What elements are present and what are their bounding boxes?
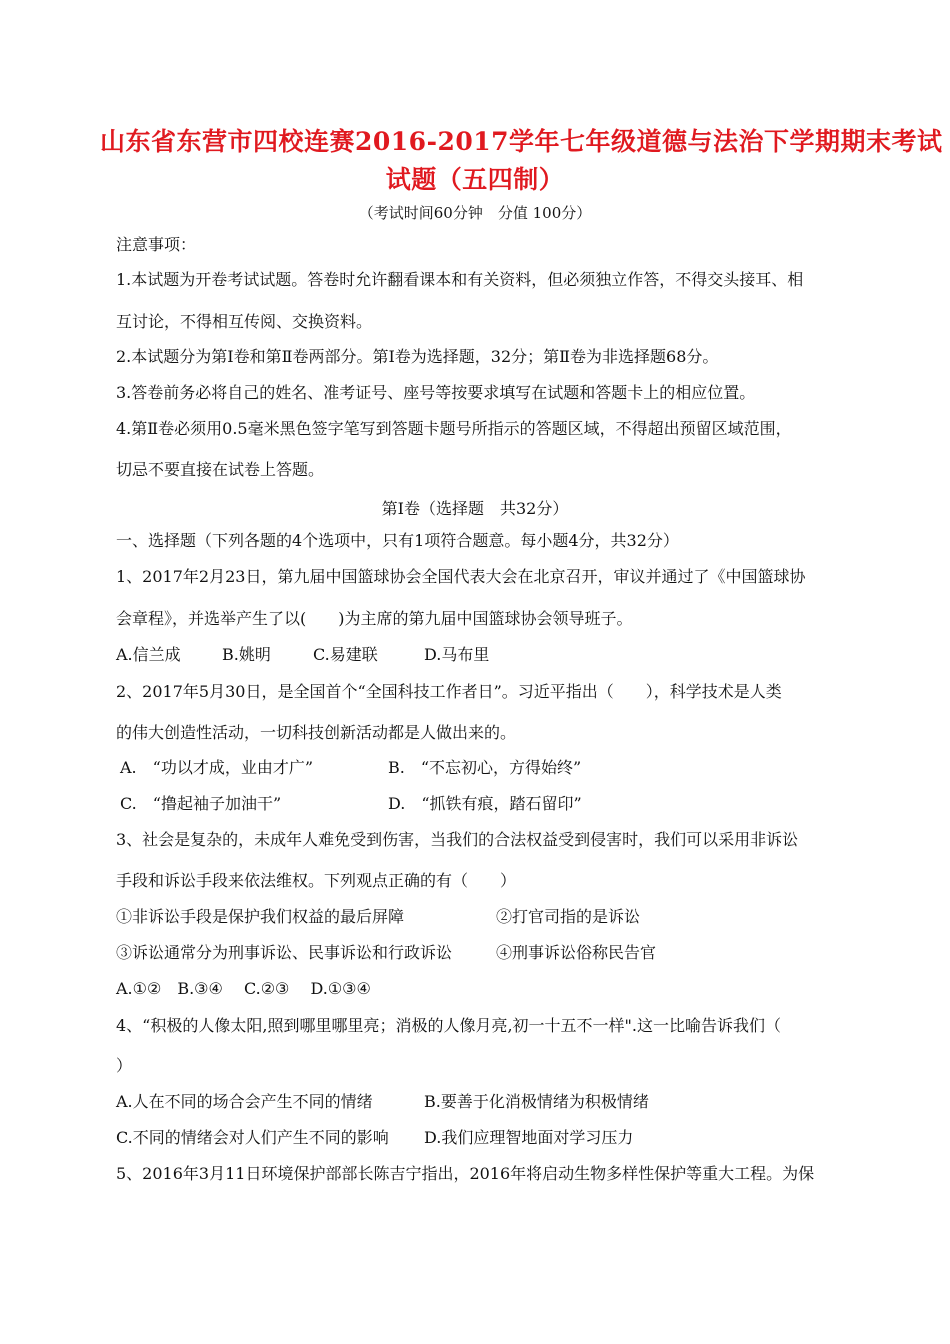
question-3-statement-2: ②打官司指的是诉讼 [496,907,641,926]
question-3-line-a: 3、社会是复杂的，未成年人难免受到伤害，当我们的合法权益受到侵害时，我们可以采用非诉讼 [116,830,799,849]
question-3-options: A.①② B.③④ C.②③ D.①③④ [116,979,371,998]
question-1-line-a: 1、2017年2月23日，第九届中国篮球协会全国代表大会在北京召开，审议并通过了《中国篮球协 [116,567,806,586]
note-4-line-b: 切忌不要直接在试卷上答题。 [116,460,325,479]
note-4-line-a: 4.第Ⅱ卷必须用0.5毫米黑色签字笔写到答题卡题号所指示的答题区域，不得超出预留区域范围， [116,419,792,438]
question-1-option-c: C.易建联 [313,645,378,664]
question-2-option-c: C. “撸起袖子加油干” [120,794,282,813]
part1-instruction: 一、选择题（下列各题的4个选项中，只有1项符合题意。每小题4分，共32分） [116,531,679,550]
exam-info: （考试时间60分钟 分值 100分） [358,204,592,222]
question-1-option-d: D.马布里 [424,645,490,664]
question-4-line-a: 4、“积极的人像太阳,照到哪里哪里亮；消极的人像月亮,初一十五不一样".这一比喻告诉我们（ [116,1016,781,1035]
notes-heading: 注意事项： [116,235,197,254]
question-5-line-a: 5、2016年3月11日环境保护部部长陈吉宁指出，2016年将启动生物多样性保护等重大工程。为保 [116,1164,815,1183]
note-3: 3.答卷前务必将自己的姓名、准考证号、座号等按要求填写在试题和答题卡上的相应位置。 [116,383,756,402]
question-3-line-b: 手段和诉讼手段来依法维权。下列观点正确的有（ ） [116,871,517,890]
question-2-option-d: D. “抓铁有痕，踏石留印” [388,794,582,813]
question-4-option-b: B.要善于化消极情绪为积极情绪 [424,1092,649,1111]
question-1-option-a: A.信兰成 [116,645,181,664]
note-1-line-b: 互讨论，不得相互传阅、交换资料。 [116,312,373,331]
question-3-statement-1: ①非诉讼手段是保护我们权益的最后屏障 [116,907,405,926]
exam-title-line1: 山东省东营市四校连赛2016-2017学年七年级道德与法治下学期期末考试 [100,127,943,156]
question-2-option-a: A. “功以才成，业由才广” [120,758,314,777]
question-4-line-b: ） [116,1056,133,1075]
note-1-line-a: 1.本试题为开卷考试试题。答卷时允许翻看课本和有关资料，但必须独立作答，不得交头接耳、相 [116,270,804,289]
question-3-statement-4: ④刑事诉讼俗称民告官 [496,943,657,962]
question-2-line-a: 2、2017年5月30日，是全国首个“全国科技工作者日”。习近平指出（ ），科学技术是人类 [116,682,782,701]
question-2-option-b: B. “不忘初心，方得始终” [388,758,582,777]
exam-title-line2: 试题（五四制） [385,165,565,194]
question-3-statement-3: ③诉讼通常分为刑事诉讼、民事诉讼和行政诉讼 [116,943,453,962]
question-4-option-c: C.不同的情绪会对人们产生不同的影响 [116,1128,389,1147]
question-2-line-b: 的伟大创造性活动，一切科技创新活动都是人做出来的。 [116,723,517,742]
note-2: 2.本试题分为第Ⅰ卷和第Ⅱ卷两部分。第Ⅰ卷为选择题，32分；第Ⅱ卷为非选择题68分。 [116,347,719,366]
part1-heading: 第Ⅰ卷（选择题 共32分） [381,499,569,518]
question-1-option-b: B.姚明 [222,645,271,664]
question-4-option-a: A.人在不同的场合会产生不同的情绪 [116,1092,373,1111]
question-1-line-b: 会章程》，并选举产生了以( )为主席的第九届中国篮球协会领导班子。 [116,609,633,628]
question-4-option-d: D.我们应理智地面对学习压力 [424,1128,634,1147]
